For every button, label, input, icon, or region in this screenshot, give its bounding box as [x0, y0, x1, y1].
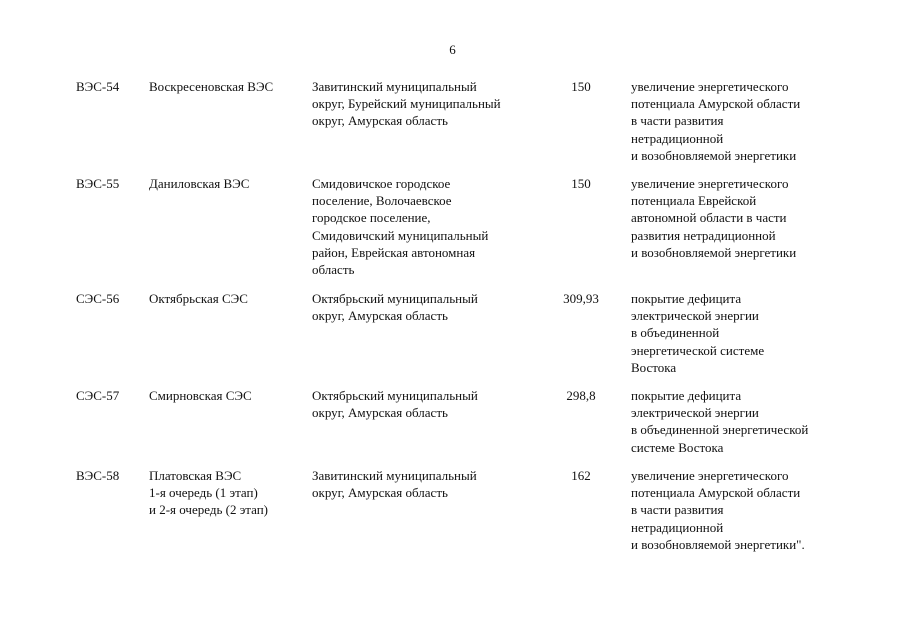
object-code: ВЭС-54 — [76, 79, 120, 94]
object-power: 309,93 — [563, 291, 599, 306]
object-name: Октябрьская СЭС — [149, 291, 248, 306]
object-purpose: увеличение энергетического потенциала Амурской области в части развития нетрадиционной и возобновляемой энергетики". — [631, 468, 805, 552]
object-purpose: увеличение энергетического потенциала Амурской области в части развития нетрадиционной и возобновляемой энергетики — [631, 79, 801, 163]
object-location: Смидовичское городское поселение, Волочаевское городское поселение, Смидовичский муниципальный район, Еврейская автономная область — [312, 176, 489, 278]
object-power: 162 — [571, 468, 591, 483]
object-purpose: покрытие дефицита электрической энергии в объединенной энергетической системе Востока — [631, 388, 809, 455]
object-code: ВЭС-58 — [76, 468, 120, 483]
object-code: СЭС-57 — [76, 388, 120, 403]
object-purpose: покрытие дефицита электрической энергии в объединенной энергетической системе Востока — [631, 291, 765, 375]
object-code: ВЭС-55 — [76, 176, 120, 191]
object-name: Смирновская СЭС — [149, 388, 252, 403]
object-power: 150 — [571, 79, 591, 94]
object-location: Завитинский муниципальный округ, Амурская область — [312, 468, 477, 501]
object-power: 298,8 — [566, 388, 596, 403]
object-code: СЭС-56 — [76, 291, 120, 306]
page-number: 6 — [449, 42, 456, 57]
object-location: Октябрьский муниципальный округ, Амурская область — [312, 388, 478, 421]
object-name: Даниловская ВЭС — [149, 176, 250, 191]
object-power: 150 — [571, 176, 591, 191]
object-name: Платовская ВЭС 1-я очередь (1 этап) и 2-я очередь (2 этап) — [149, 468, 269, 518]
object-purpose: увеличение энергетического потенциала Еврейской автономной области в части развития нетрадиционной и возобновляемой энергетики — [631, 176, 797, 260]
object-name: Воскресеновская ВЭС — [149, 79, 274, 94]
object-location: Октябрьский муниципальный округ, Амурская область — [312, 291, 478, 324]
object-location: Завитинский муниципальный округ, Бурейский муниципальный округ, Амурская область — [312, 79, 501, 129]
